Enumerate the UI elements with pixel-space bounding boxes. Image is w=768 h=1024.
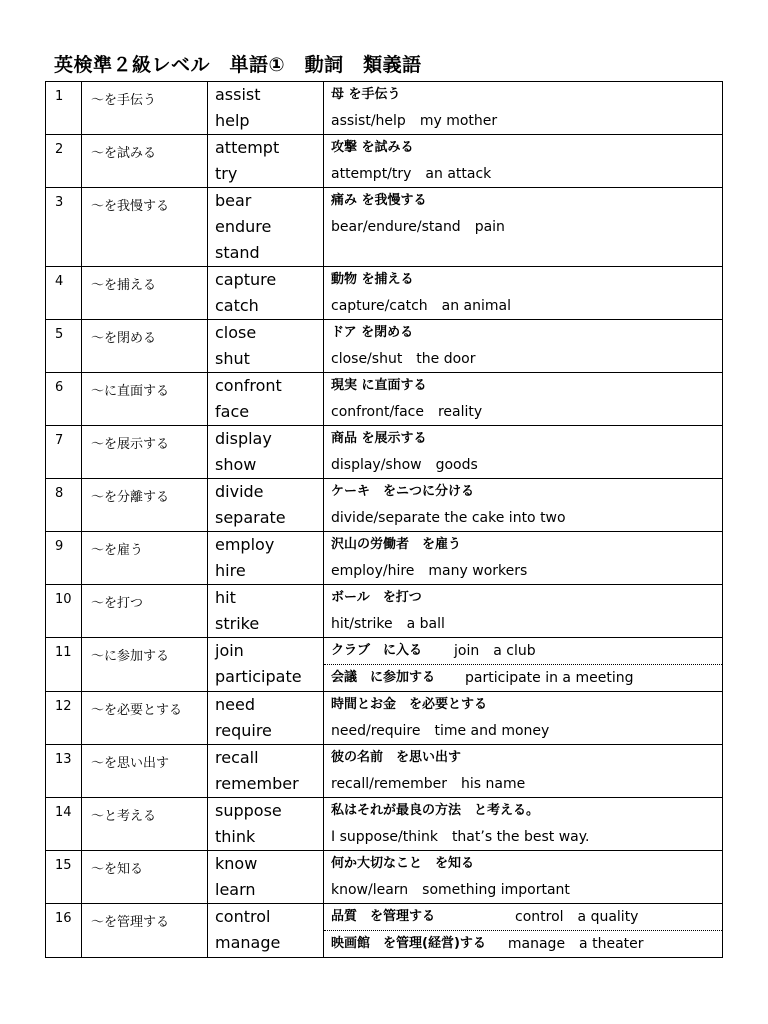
example-japanese: クラブ に入る <box>331 643 423 658</box>
row-number: 7 <box>55 433 64 448</box>
japanese-meaning-cell <box>82 904 208 958</box>
english-word: manage <box>215 933 281 952</box>
english-word: help <box>215 111 250 130</box>
japanese-meaning: ～に直面する <box>91 384 170 399</box>
row-number-cell <box>46 638 82 692</box>
japanese-meaning-cell <box>82 745 208 798</box>
example-cell <box>324 188 723 267</box>
example-cell <box>324 745 723 798</box>
japanese-meaning: ～に参加する <box>91 649 170 664</box>
example-cell <box>324 479 723 532</box>
english-word: assist <box>215 85 261 104</box>
example-japanese: 沢山の労働者 を雇う <box>331 537 462 552</box>
english-words-cell <box>208 373 324 426</box>
row-number: 11 <box>55 645 72 660</box>
example-japanese: 私はそれが最良の方法 と考える。 <box>331 803 540 818</box>
example-english: employ/hire many workers <box>331 563 528 579</box>
row-number: 4 <box>55 274 64 289</box>
japanese-meaning: ～を試みる <box>91 146 157 161</box>
row-number: 6 <box>55 380 64 395</box>
row-number: 15 <box>55 858 72 873</box>
example-english: attempt/try an attack <box>331 166 492 182</box>
japanese-meaning-cell <box>82 638 208 692</box>
japanese-meaning-cell <box>82 851 208 904</box>
english-words-cell <box>208 135 324 188</box>
example-english: control a quality <box>515 909 639 925</box>
example-japanese: 商品 を展示する <box>331 431 427 446</box>
english-word: divide <box>215 482 264 501</box>
row-number: 8 <box>55 486 64 501</box>
table-row <box>46 426 723 479</box>
japanese-meaning: ～を必要とする <box>91 703 183 718</box>
row-number: 3 <box>55 195 64 210</box>
english-words-cell <box>208 851 324 904</box>
table-row <box>46 320 723 373</box>
japanese-meaning: ～を捕える <box>91 278 157 293</box>
example-japanese: 母 を手伝う <box>331 87 401 102</box>
row-number-cell <box>46 851 82 904</box>
example-japanese: 現実 に直面する <box>331 378 427 393</box>
japanese-meaning-cell <box>82 267 208 320</box>
japanese-meaning: ～を我慢する <box>91 199 170 214</box>
example-japanese: 何か大切なこと を知る <box>331 856 475 871</box>
english-word: need <box>215 695 255 714</box>
table-row <box>46 188 723 267</box>
row-number-cell <box>46 135 82 188</box>
english-words-cell <box>208 532 324 585</box>
japanese-meaning: ～を雇う <box>91 543 144 558</box>
japanese-meaning: ～を打つ <box>91 596 144 611</box>
japanese-meaning: ～を閉める <box>91 331 157 346</box>
japanese-meaning-cell <box>82 692 208 745</box>
table-row <box>46 479 723 532</box>
example-japanese: 時間とお金 を必要とする <box>331 697 488 712</box>
english-words-cell <box>208 267 324 320</box>
japanese-meaning-cell <box>82 798 208 851</box>
vocabulary-table <box>45 81 723 958</box>
example-cell <box>324 692 723 745</box>
table-row <box>46 851 723 904</box>
english-word: shut <box>215 349 250 368</box>
example-line <box>324 904 722 930</box>
example-english: recall/remember his name <box>331 776 526 792</box>
example-cell <box>324 798 723 851</box>
japanese-meaning-cell <box>82 532 208 585</box>
english-word: know <box>215 854 258 873</box>
english-words-cell <box>208 638 324 692</box>
example-cell <box>324 426 723 479</box>
example-english: need/require time and money <box>331 723 550 739</box>
english-words-cell <box>208 188 324 267</box>
english-word: try <box>215 164 238 183</box>
row-number: 2 <box>55 142 64 157</box>
english-word: attempt <box>215 138 280 157</box>
english-words-cell <box>208 585 324 638</box>
example-cell <box>324 851 723 904</box>
japanese-meaning-cell <box>82 82 208 135</box>
english-word: learn <box>215 880 256 899</box>
row-number-cell <box>46 585 82 638</box>
english-word: confront <box>215 376 282 395</box>
example-japanese: 動物 を捕える <box>331 272 414 287</box>
row-number: 13 <box>55 752 72 767</box>
row-number-cell <box>46 426 82 479</box>
example-japanese: 映画館 を管理(経営)する <box>331 936 486 951</box>
english-word: face <box>215 402 250 421</box>
example-english: capture/catch an animal <box>331 298 511 314</box>
example-japanese: 彼の名前 を思い出す <box>331 750 462 765</box>
row-number-cell <box>46 532 82 585</box>
table-row <box>46 267 723 320</box>
english-word: hit <box>215 588 236 607</box>
japanese-meaning: ～を展示する <box>91 437 170 452</box>
table-row <box>46 692 723 745</box>
english-word: catch <box>215 296 259 315</box>
english-word: show <box>215 455 257 474</box>
example-english: bear/endure/stand pain <box>331 219 505 235</box>
example-cell <box>324 267 723 320</box>
japanese-meaning-cell <box>82 135 208 188</box>
english-words-cell <box>208 320 324 373</box>
example-cell <box>324 373 723 426</box>
example-cell <box>324 585 723 638</box>
example-line <box>324 930 722 957</box>
row-number-cell <box>46 267 82 320</box>
english-word: suppose <box>215 801 282 820</box>
example-english: join a club <box>454 643 536 659</box>
example-cell <box>324 82 723 135</box>
row-number: 1 <box>55 89 64 104</box>
table-row <box>46 745 723 798</box>
example-cell <box>324 532 723 585</box>
english-words-cell <box>208 692 324 745</box>
japanese-meaning-cell <box>82 585 208 638</box>
japanese-meaning: ～を知る <box>91 862 144 877</box>
table-row <box>46 82 723 135</box>
example-line <box>324 638 722 664</box>
example-english: assist/help my mother <box>331 113 498 129</box>
table-row <box>46 904 723 958</box>
japanese-meaning: ～を管理する <box>91 915 170 930</box>
example-line <box>324 664 722 691</box>
example-english: divide/separate the cake into two <box>331 510 566 526</box>
row-number: 14 <box>55 805 72 820</box>
japanese-meaning: ～を思い出す <box>91 756 170 771</box>
english-words-cell <box>208 82 324 135</box>
english-word: capture <box>215 270 277 289</box>
english-word: join <box>215 641 244 660</box>
row-number: 12 <box>55 699 72 714</box>
japanese-meaning: ～と考える <box>91 809 157 824</box>
english-word: stand <box>215 243 260 262</box>
english-word: control <box>215 907 271 926</box>
example-japanese: ケーキ をニつに分ける <box>331 484 475 499</box>
example-cell <box>324 135 723 188</box>
japanese-meaning-cell <box>82 479 208 532</box>
japanese-meaning-cell <box>82 188 208 267</box>
english-words-cell <box>208 745 324 798</box>
english-word: recall <box>215 748 259 767</box>
english-words-cell <box>208 479 324 532</box>
example-japanese: 品質 を管理する <box>331 909 436 924</box>
english-word: think <box>215 827 256 846</box>
table-row <box>46 638 723 692</box>
english-word: endure <box>215 217 272 236</box>
example-cell <box>324 320 723 373</box>
english-words-cell <box>208 904 324 958</box>
example-japanese: 攻撃 を試みる <box>331 140 414 155</box>
japanese-meaning-cell <box>82 373 208 426</box>
japanese-meaning: ～を分離する <box>91 490 170 505</box>
row-number-cell <box>46 320 82 373</box>
row-number-cell <box>46 82 82 135</box>
example-english: hit/strike a ball <box>331 616 445 632</box>
example-cell <box>324 904 723 958</box>
japanese-meaning-cell <box>82 320 208 373</box>
row-number-cell <box>46 904 82 958</box>
example-japanese: 痛み を我慢する <box>331 193 427 208</box>
example-japanese: ドア を閉める <box>331 325 414 340</box>
english-word: require <box>215 721 272 740</box>
example-english: I suppose/think that’s the best way. <box>331 829 590 845</box>
row-number: 10 <box>55 592 72 607</box>
row-number-cell <box>46 745 82 798</box>
english-word: close <box>215 323 257 342</box>
english-word: strike <box>215 614 260 633</box>
table-row <box>46 532 723 585</box>
row-number-cell <box>46 798 82 851</box>
row-number-cell <box>46 479 82 532</box>
table-row <box>46 135 723 188</box>
english-word: bear <box>215 191 252 210</box>
english-word: remember <box>215 774 299 793</box>
english-word: hire <box>215 561 246 580</box>
example-english: know/learn something important <box>331 882 570 898</box>
row-number: 16 <box>55 911 72 926</box>
example-english: manage a theater <box>507 936 644 952</box>
english-word: display <box>215 429 272 448</box>
row-number-cell <box>46 188 82 267</box>
english-words-cell <box>208 426 324 479</box>
japanese-meaning-cell <box>82 426 208 479</box>
table-row <box>46 373 723 426</box>
japanese-meaning: ～を手伝う <box>91 93 157 108</box>
english-word: separate <box>215 508 286 527</box>
example-japanese: 会議 に参加する <box>331 670 436 685</box>
row-number-cell <box>46 692 82 745</box>
example-english: close/shut the door <box>331 351 476 367</box>
english-word: participate <box>215 667 302 686</box>
example-japanese: ボール を打つ <box>331 590 422 605</box>
example-cell <box>324 638 723 692</box>
english-word: employ <box>215 535 275 554</box>
row-number: 5 <box>55 327 64 342</box>
example-english: display/show goods <box>331 457 478 473</box>
table-row <box>46 798 723 851</box>
row-number: 9 <box>55 539 64 554</box>
english-words-cell <box>208 798 324 851</box>
example-english: confront/face reality <box>331 404 483 420</box>
page-title: 英検準２級レベル 単語① 動詞 類義語 <box>54 54 422 76</box>
example-english: participate in a meeting <box>465 670 634 686</box>
table-row <box>46 585 723 638</box>
row-number-cell <box>46 373 82 426</box>
